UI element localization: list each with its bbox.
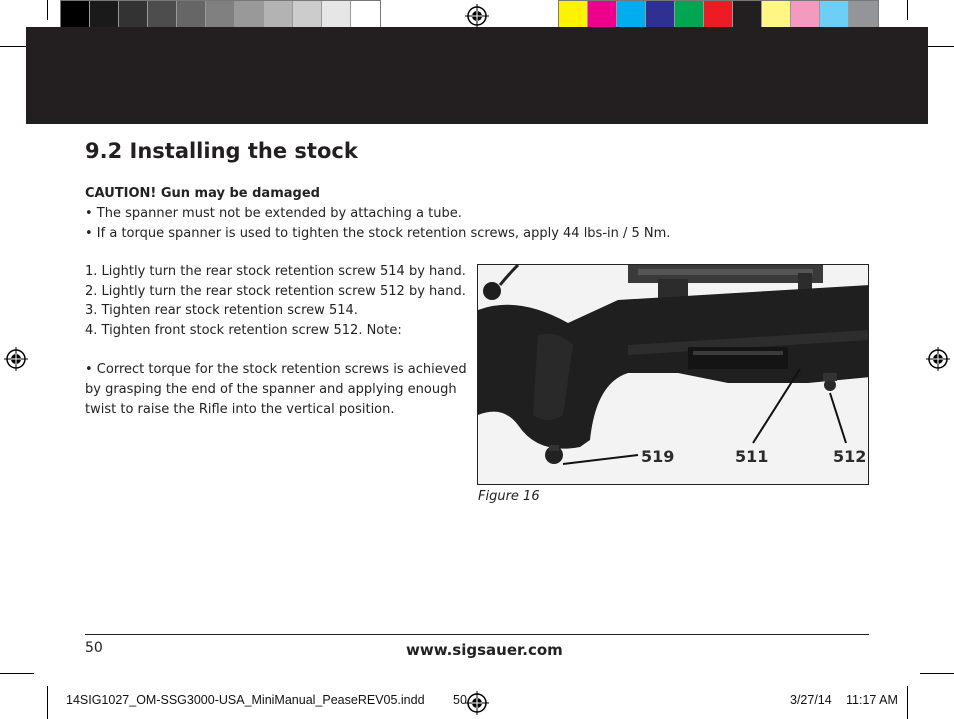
callout-519: 519	[641, 447, 675, 466]
callout-512: 512	[833, 447, 867, 466]
website-link[interactable]: www.sigsauer.com	[406, 641, 563, 659]
section-title: 9.2 Installing the stock	[85, 139, 358, 163]
caution-item: • The spanner must not be extended by attaching a tube.	[85, 206, 462, 221]
crop-mark	[0, 673, 34, 674]
crop-mark	[907, 0, 908, 20]
registration-mark-icon	[465, 691, 489, 715]
note-line: by grasping the end of the spanner and applying enough	[85, 382, 457, 397]
crop-mark	[47, 686, 48, 719]
crop-mark	[907, 686, 908, 719]
slug-time: 11:17 AM	[846, 693, 898, 707]
figure-caption: Figure 16	[478, 489, 540, 504]
registration-mark-icon	[465, 4, 489, 28]
crop-mark	[920, 673, 954, 674]
rifle-stock-figure	[477, 264, 869, 485]
slug-date: 3/27/14	[790, 693, 832, 707]
note-line: • Correct torque for the stock retention screws is achieved	[85, 362, 467, 377]
caution-item: • If a torque spanner is used to tighten the stock retention screws, apply 44 lbs-in / 5 Nm.	[85, 226, 671, 241]
step-item: 4. Tighten front stock retention screw 512. Note:	[85, 323, 402, 338]
note-line: twist to raise the Rifle into the vertical position.	[85, 402, 395, 417]
page-number: 50	[85, 640, 103, 656]
callout-511: 511	[735, 447, 769, 466]
step-item: 3. Tighten rear stock retention screw 514.	[85, 303, 358, 318]
header-band	[26, 27, 928, 124]
slug-filename: 14SIG1027_OM-SSG3000-USA_MiniManual_PeaseREV05.indd	[66, 693, 425, 707]
step-item: 1. Lightly turn the rear stock retention screw 514 by hand.	[85, 264, 466, 279]
step-item: 2. Lightly turn the rear stock retention screw 512 by hand.	[85, 284, 466, 299]
slug-page: 50	[453, 693, 467, 707]
registration-mark-icon	[4, 347, 28, 371]
footer-rule	[85, 634, 869, 635]
crop-mark	[47, 0, 48, 20]
caution-heading: CAUTION! Gun may be damaged	[85, 186, 320, 201]
registration-mark-icon	[926, 347, 950, 371]
